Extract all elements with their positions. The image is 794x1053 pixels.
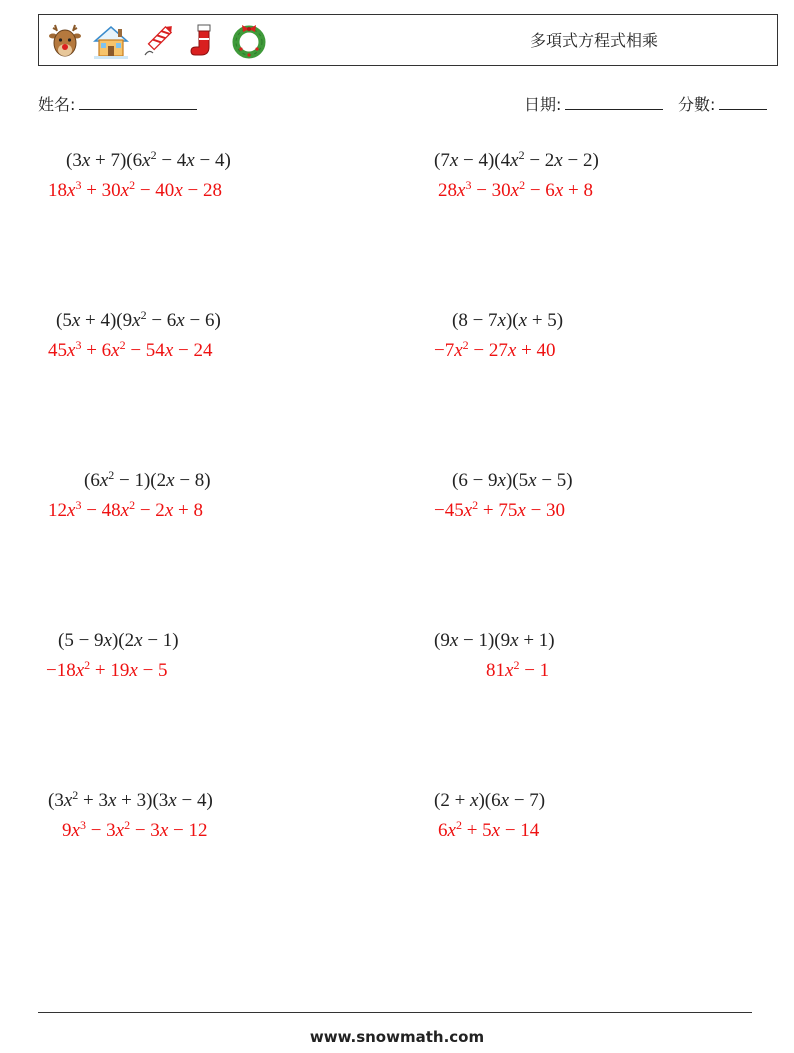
problem-6-answer: $-45x^2 + 75x - 30$ bbox=[434, 498, 566, 521]
problem-5-answer: $12x^3 - 48x^2 - 2x + 8$ bbox=[48, 498, 203, 521]
problem-3-answer: $45x^3 + 6x^2 - 54x - 24$ bbox=[48, 338, 213, 361]
christmas-stocking-icon bbox=[183, 21, 223, 61]
firework-rocket-icon bbox=[137, 21, 177, 61]
problem-4-question: (8 − 7x)(x + 5) bbox=[452, 310, 564, 331]
problem-2-question: $(7x - 4)(4x^2 - 2x - 2)$ bbox=[434, 148, 599, 171]
problem-9-answer: $9x^3 - 3x^2 - 3x - 12$ bbox=[62, 818, 208, 841]
date-blank[interactable] bbox=[565, 93, 663, 110]
footer-url: www.snowmath.com bbox=[309, 1028, 485, 1046]
score-blank[interactable] bbox=[719, 93, 767, 110]
problem-2-answer: $28x^3 - 30x^2 - 6x + 8$ bbox=[438, 178, 593, 201]
problem-6-question: (6 − 9x)(5x − 5) bbox=[452, 470, 573, 491]
problem-7-answer: $-18x^2 + 19x - 5$ bbox=[46, 658, 168, 681]
problem-8-question: (9x − 1)(9x + 1) bbox=[434, 630, 555, 651]
worksheet-title: 多項式方程式相乘 bbox=[529, 31, 658, 50]
snow-house-icon bbox=[91, 21, 131, 61]
problem-3-question: $(5x + 4)(9x^2 - 6x - 6)$ bbox=[56, 308, 221, 331]
christmas-wreath-icon bbox=[229, 21, 269, 61]
name-field bbox=[38, 92, 197, 115]
name-label: 姓名: bbox=[38, 95, 76, 114]
score-field bbox=[678, 92, 767, 115]
problem-1-question: $(3x + 7)(6x^2 - 4x - 4)$ bbox=[66, 148, 231, 171]
date-field bbox=[524, 92, 663, 115]
score-label: 分數: bbox=[678, 95, 716, 114]
header-icons bbox=[45, 21, 269, 61]
problem-1-answer: $18x^3 + 30x^2 - 40x - 28$ bbox=[48, 178, 222, 201]
problem-4-answer: $-7x^2 - 27x + 40$ bbox=[434, 338, 556, 361]
footer-divider bbox=[38, 1012, 752, 1013]
problem-10-answer: $6x^2 + 5x - 14$ bbox=[438, 818, 540, 841]
name-blank[interactable] bbox=[79, 93, 197, 110]
reindeer-icon bbox=[45, 21, 85, 61]
problem-5-question: $(6x^2 - 1)(2x - 8)$ bbox=[84, 468, 211, 491]
problem-10-question: (2 + x)(6x − 7) bbox=[434, 790, 546, 811]
problem-8-answer: $81x^2 - 1$ bbox=[486, 658, 550, 681]
date-label: 日期: bbox=[524, 95, 562, 114]
worksheet-header bbox=[38, 14, 778, 66]
problem-9-question: $(3x^2 + 3x + 3)(3x - 4)$ bbox=[48, 788, 213, 811]
problem-7-question: (5 − 9x)(2x − 1) bbox=[58, 630, 179, 651]
